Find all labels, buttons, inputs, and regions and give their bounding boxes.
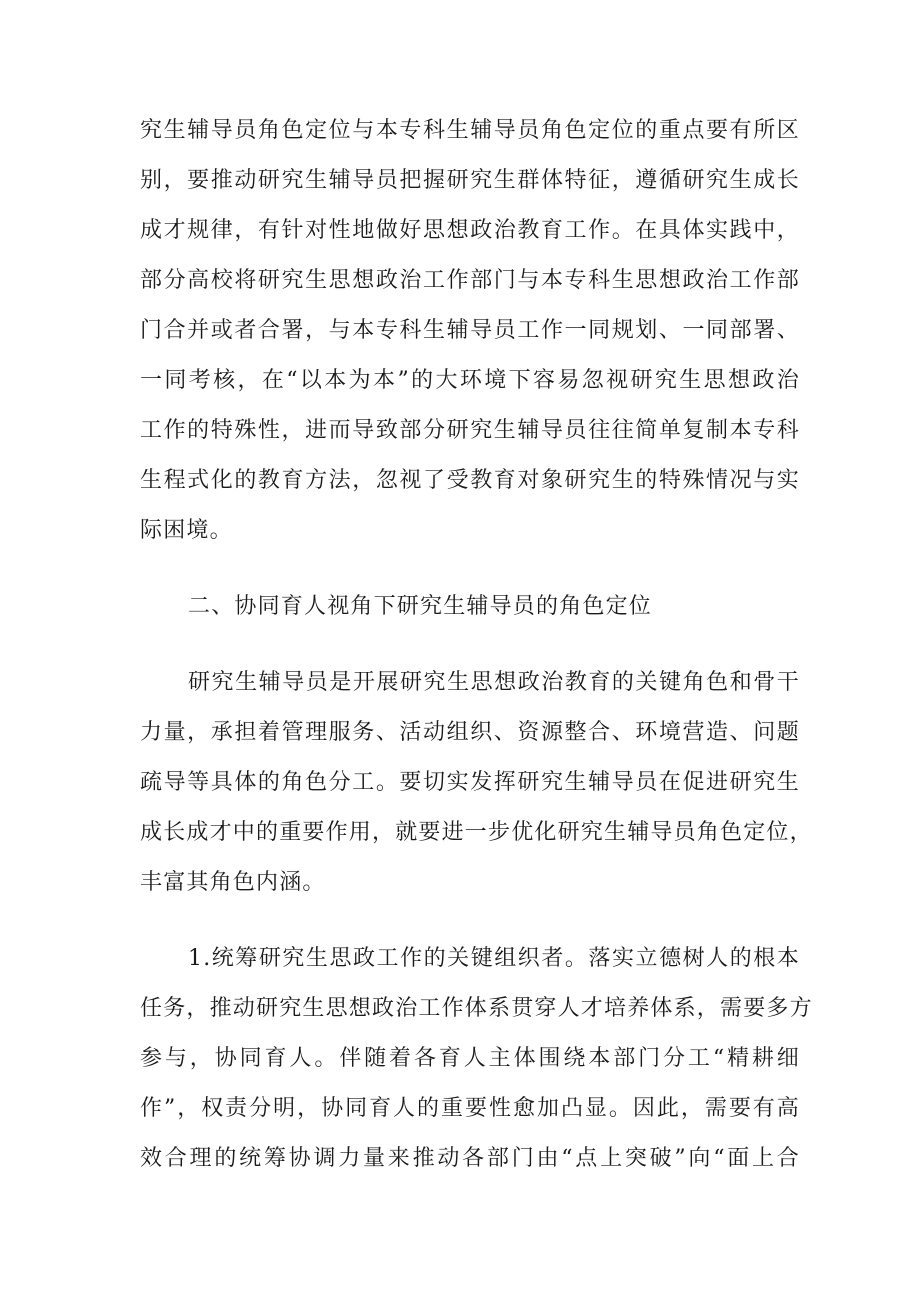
paragraph-3-line-1: 1.统筹研究生思政工作的关键组织者。落实立德树人的根本 xyxy=(188,946,800,971)
paragraph-1-line-5: 门合并或者合署，与本专科生辅导员工作一同规划、一同部署、 xyxy=(140,318,800,343)
paragraph-1-line-1: 究生辅导员角色定位与本专科生辅导员角色定位的重点要有所区 xyxy=(140,118,800,143)
paragraph-2-line-1: 研究生辅导员是开展研究生思想政治教育的关键角色和骨干 xyxy=(188,670,800,695)
paragraph-1-line-4: 部分高校将研究生思想政治工作部门与本专科生思想政治工作部 xyxy=(140,268,800,293)
paragraph-1-line-2: 别，要推动研究生辅导员把握研究生群体特征，遵循研究生成长 xyxy=(140,168,800,193)
paragraph-3-line-3: 参与，协同育人。伴随着各育人主体围绕本部门分工“精耕细 xyxy=(140,1046,800,1071)
paragraph-1-line-3: 成才规律，有针对性地做好思想政治教育工作。在具体实践中， xyxy=(140,218,800,243)
paragraph-2-line-4: 成长成才中的重要作用，就要进一步优化研究生辅导员角色定位， xyxy=(140,820,813,845)
paragraph-3-line-5: 效合理的统筹协调力量来推动各部门由“点上突破”向“面上合 xyxy=(140,1146,800,1171)
paragraph-2-line-2: 力量，承担着管理服务、活动组织、资源整合、环境营造、问题 xyxy=(140,720,800,745)
paragraph-3-line-4: 作”，权责分明，协同育人的重要性愈加凸显。因此，需要有高 xyxy=(140,1096,800,1121)
paragraph-2-line-3: 疏导等具体的角色分工。要切实发挥研究生辅导员在促进研究生 xyxy=(140,770,800,795)
section-heading: 二、协同育人视角下研究生辅导员的角色定位 xyxy=(188,594,653,619)
paragraph-1-line-6: 一同考核，在“以本为本”的大环境下容易忽视研究生思想政治 xyxy=(140,368,800,393)
paragraph-3-line-2: 任务，推动研究生思想政治工作体系贯穿人才培养体系，需要多方 xyxy=(140,996,813,1021)
paragraph-1-line-7: 工作的特殊性，进而导致部分研究生辅导员往往简单复制本专科 xyxy=(140,418,800,443)
paragraph-2-line-5: 丰富其角色内涵。 xyxy=(140,870,326,895)
paragraph-1-line-8: 生程式化的教育方法，忽视了受教育对象研究生的特殊情况与实 xyxy=(140,468,800,493)
paragraph-1-line-9: 际困境。 xyxy=(140,518,233,543)
